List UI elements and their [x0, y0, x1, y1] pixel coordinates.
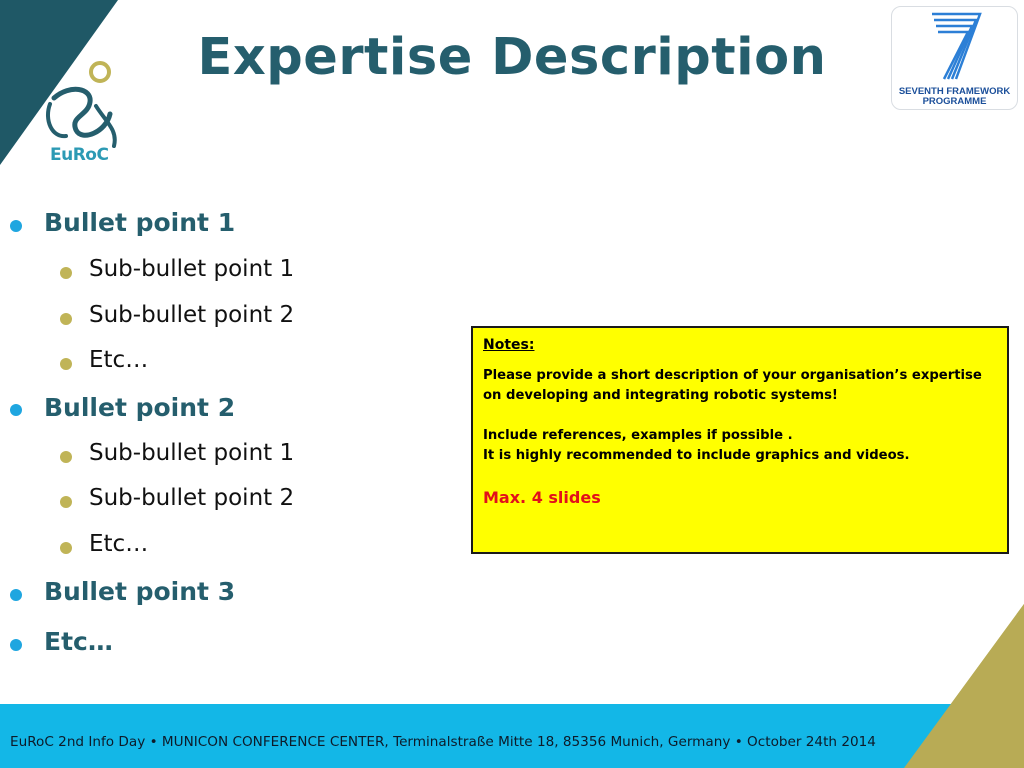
euroc-logo-text: EuRoC: [50, 145, 109, 165]
bullet-dot: [10, 589, 22, 601]
sub-bullet-dot: [60, 267, 72, 279]
sub-bullet-item: Sub-bullet point 1: [89, 256, 295, 282]
sub-bullet-dot: [60, 542, 72, 554]
notes-paragraph-2-line-1: Include references, examples if possible .: [483, 428, 793, 443]
corner-decoration-bottom-right-overlay: [904, 598, 1024, 768]
slide-title: Expertise Description: [197, 28, 827, 87]
notes-max-slides: Max. 4 slides: [483, 488, 601, 507]
sub-bullet-item: Sub-bullet point 2: [89, 485, 295, 511]
sub-bullet-dot: [60, 358, 72, 370]
footer-bar: [0, 704, 1024, 768]
bullet-dot: [10, 220, 22, 232]
bullet-dot: [10, 639, 22, 651]
notes-paragraph-2-line-2: It is highly recommended to include graphics and videos.: [483, 448, 910, 463]
sub-bullet-dot: [60, 313, 72, 325]
bullet-item-4: Etc…: [44, 627, 113, 656]
sub-bullet-item: Sub-bullet point 2: [89, 302, 295, 328]
sub-bullet-item: Sub-bullet point 1: [89, 440, 295, 466]
notes-heading: Notes:: [483, 337, 535, 353]
notes-paragraph-1: Please provide a short description of your organisation’s expertise on developing and integrating robotic systems!: [483, 368, 982, 403]
fp7-line-1: SEVENTH FRAMEWORK: [898, 86, 1011, 97]
sub-bullet-dot: [60, 451, 72, 463]
sub-bullet-dot: [60, 496, 72, 508]
notes-box: [471, 326, 1009, 554]
bullet-item-1: Bullet point 1: [44, 208, 236, 237]
bullet-item-3: Bullet point 3: [44, 577, 236, 606]
bullet-item-2: Bullet point 2: [44, 393, 236, 422]
sub-bullet-item: Etc…: [89, 531, 149, 557]
bullet-dot: [10, 404, 22, 416]
fp7-line-2: PROGRAMME: [922, 96, 987, 107]
sub-bullet-item: Etc…: [89, 347, 149, 373]
footer-text: EuRoC 2nd Info Day • MUNICON CONFERENCE CENTER, Terminalstraße Mitte 18, 85356 Munich, Germany • October 24th 2014: [10, 734, 876, 750]
